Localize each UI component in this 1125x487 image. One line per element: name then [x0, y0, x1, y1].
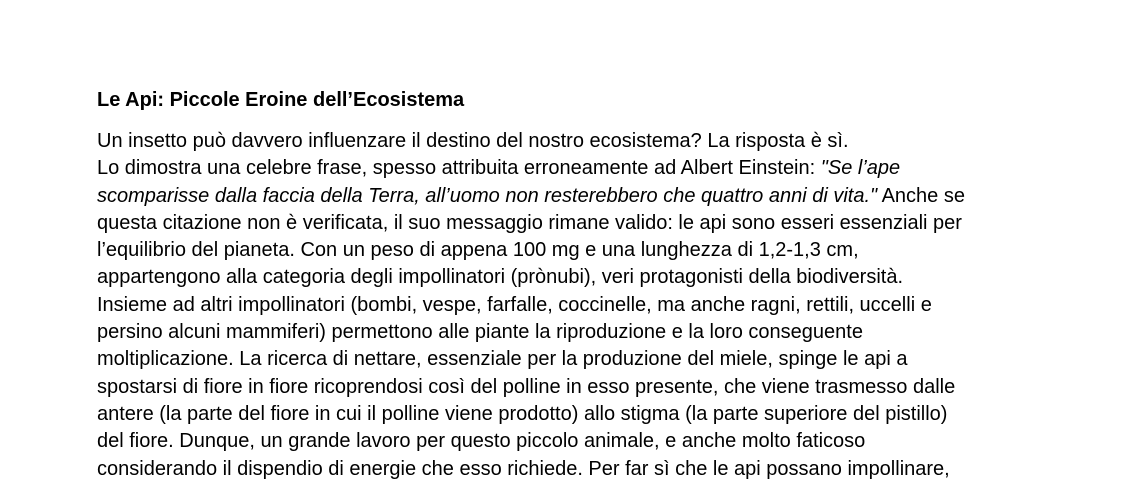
text-segment: Lo dimostra una celebre frase, spesso attribuita erroneamente ad Albert Einstein:	[97, 157, 821, 180]
text-line	[97, 183, 1077, 210]
document-page	[97, 86, 1077, 483]
text-line	[97, 155, 1077, 182]
text-line: persino alcuni mammiferi) permettono alle piante la riproduzione e la loro conseguente	[97, 321, 863, 344]
text-line: spostarsi di fiore in fiore ricoprendosi così del polline in esso presente, che viene trasmesso dalle	[97, 375, 956, 398]
text-segment: Anche se	[877, 184, 965, 207]
body-paragraph	[97, 128, 1077, 483]
einstein-quote-end: scomparisse dalla faccia della Terra, all’uomo non resterebbero che quattro anni di vita."	[97, 184, 878, 207]
text-line: appartengono alla categoria degli impollinatori (prònubi), veri protagonisti della biodiversità.	[97, 266, 904, 289]
text-line: antere (la parte del fiore in cui il polline viene prodotto) allo stigma (la parte superiore del pistillo)	[97, 402, 948, 425]
text-line: Insieme ad altri impollinatori (bombi, vespe, farfalle, coccinelle, ma anche ragni, rettili, uccelli e	[97, 293, 932, 316]
text-line: considerando il dispendio di energie che esso richiede. Per far sì che le api possano impollinare,	[97, 457, 950, 480]
text-line: del fiore. Dunque, un grande lavoro per questo piccolo animale, e anche molto faticoso	[97, 430, 866, 453]
text-line: l’equilibrio del pianeta. Con un peso di appena 100 mg e una lunghezza di 1,2-1,3 cm,	[97, 239, 859, 262]
text-line: Un insetto può davvero influenzare il destino del nostro ecosistema? La risposta è sì.	[97, 130, 849, 152]
text-line: moltiplicazione. La ricerca di nettare, essenziale per la produzione del miele, spinge le api a	[97, 348, 908, 371]
text-line: questa citazione non è verificata, il suo messaggio rimane valido: le api sono esseri essenziali per	[97, 211, 962, 234]
einstein-quote-start: "Se l’ape	[820, 157, 901, 180]
page-title: Le Api: Piccole Eroine dell’Ecosistema	[97, 89, 465, 111]
